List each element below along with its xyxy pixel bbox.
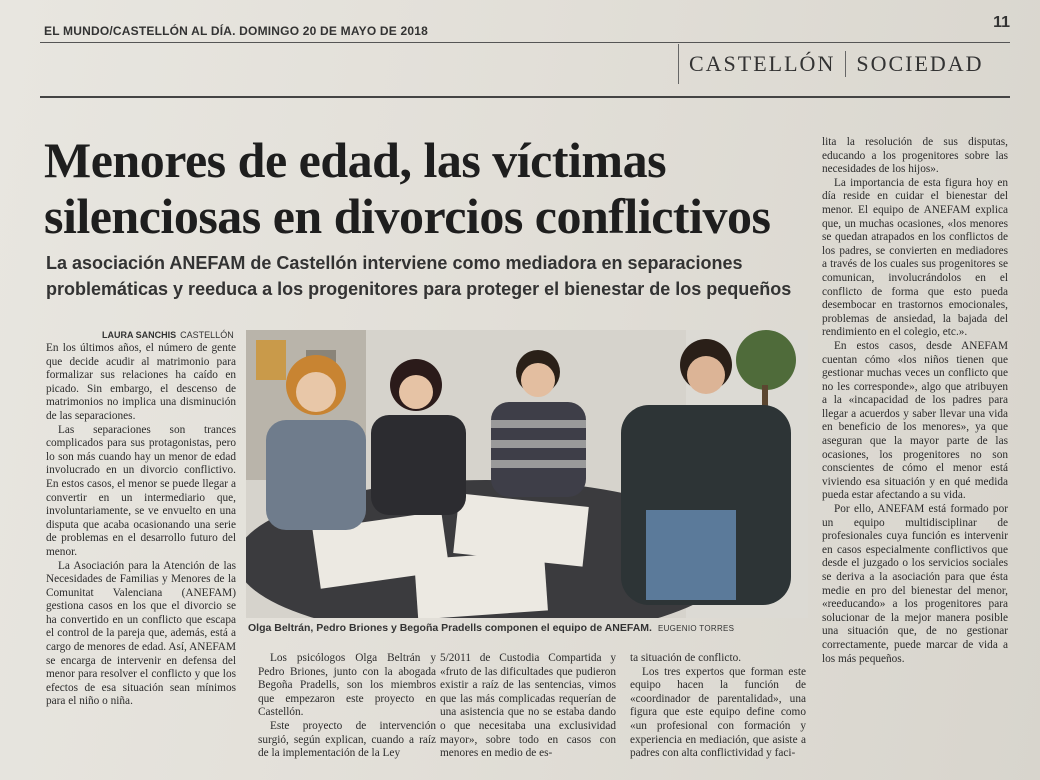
paragraph: En estos casos, desde ANEFAM cuentan cómo «los niños tienen que gestionar muchas veces un conflicto que no les corresponde», algo que atribuyen a la «incapacidad de los padres para llegar a acuerdos y saber llevar una vida en beneficio de los menores», ya que aseguran que la mayor parte de las ocasiones, los progenitores no son conscientes de cómo el menor está viviendo esa situación y en qué medida pueda estar afectando a su vida. bbox=[822, 339, 1008, 502]
article-column-5 bbox=[822, 136, 1008, 776]
paragraph: La importancia de esta figura hoy en día reside en cuidar el bienestar del menor. El equipo de ANEFAM explica que, un muchas ocasiones, «los menores se quedan atrapados en los conflictos de los padres, se convierten en mediadores a través de los cuales sus progenitores se comunican, involucrándolos en el conflicto de forma que esto pueda desembocar en trastornos emocionales, problemas de ansiedad, la bajada del rendimiento en el colegio, etc.». bbox=[822, 176, 1008, 339]
paragraph: Por ello, ANEFAM está formado por un equipo multidisciplinar de profesionales cuya función es intervenir en casos especialmente conflictivos que desde el juzgado o los servicios sociales se deriva a la asociación para que ésta medie en pro del bienestar del menor, «reeducando» a los progenitores para solucionar de la mejor manera posible una situación que, de no gestionar correctamente, puede marcar de vida a los más pequeños. bbox=[822, 503, 1008, 665]
paragraph: Los psicólogos Olga Beltrán y Pedro Briones, junto con la abogada Begoña Pradells, son los miembros que empezaron este proyecto en Castellón. bbox=[258, 652, 436, 719]
masthead: EL MUNDO/CASTELLÓN AL DÍA. DOMINGO 20 DE MAYO DE 2018 bbox=[44, 24, 428, 38]
photo-credit: EUGENIO TORRES bbox=[657, 624, 735, 633]
paragraph: ta situación de conflicto. bbox=[630, 652, 742, 664]
photo-caption bbox=[248, 622, 808, 634]
article-column-1 bbox=[46, 342, 236, 772]
page-number: 11 bbox=[993, 14, 1010, 31]
caption-text: Olga Beltrán, Pedro Briones y Begoña Pradells componen el equipo de ANEFAM. bbox=[248, 622, 652, 634]
byline-author: LAURA SANCHIS bbox=[102, 330, 177, 340]
paragraph: La Asociación para la Atención de las Necesidades de Familias y Menores de la Comunitat Valenciana (ANEFAM) gestiona casos en los que el divorcio se ha convertido en un conflicto que escapa el control de la pareja que, además, está a cargo de menores de edad. Así, ANEFAM se encarga de intervenir en defensa del menor para resolver el conflicto y que los efectos de esa situación sean mínimos para el niño o niña. bbox=[46, 559, 236, 708]
section-tag-castellon: CASTELLÓN bbox=[689, 51, 836, 76]
paragraph: Los tres expertos que forman este equipo hacen la función de «coordinador de parentalidad», una figura que este equipo define como «un profesional con formación y experiencia en mediación, que asiste a padres con alta conflictividad y faci- bbox=[630, 665, 806, 760]
headline: Menores de edad, las víctimas silenciosas en divorcios conflictivos bbox=[44, 132, 771, 244]
article-column-3 bbox=[440, 652, 616, 761]
subheadline: La asociación ANEFAM de Castellón interviene como mediadora en separaciones problemáticas y reeduca a los progenitores para proteger el bienestar de los pequeños bbox=[46, 253, 792, 299]
paragraph: En los últimos años, el número de gente que decide acudir al matrimonio para formalizar sus relaciones ha caído en picado. Sin embargo, el descenso de matrimonios no implica una disminución de las separaciones. bbox=[46, 342, 236, 422]
paragraph: Este proyecto de intervención surgió, según explican, cuando a raíz de la implementación de la Ley bbox=[258, 719, 436, 760]
paragraph: 5/2011 de Custodia Compartida y «fruto de las dificultades que pudieron existir a raíz de las sentencias, vimos que las más complicadas requerían de una asistencia que no se estaba dando o que necesitaba una exclusividad mayor», sobre todo en casos con menores en medio de es- bbox=[440, 652, 616, 760]
section-tag-sociedad: SOCIEDAD bbox=[845, 51, 993, 77]
top-rule bbox=[40, 42, 1010, 43]
byline bbox=[102, 330, 234, 340]
paragraph: lita la resolución de sus disputas, educando a los progenitores sobre las necesidades de los hijos». bbox=[822, 136, 1008, 176]
byline-location: CASTELLÓN bbox=[180, 330, 234, 340]
paragraph: Las separaciones son trances complicados para sus protagonistas, pero lo son más cuando hay un menor de edad involucrado en un divorcio conflictivo. En estos casos, el menor se puede llegar a convertir en un intermediario que, involuntariamente, se ve envuelto en una disputa que acaba ocasionando una serie de problemas en el desarrollo futuro del menor. bbox=[46, 423, 236, 558]
article-column-4 bbox=[630, 652, 806, 761]
section-tags bbox=[678, 44, 994, 84]
article-column-2 bbox=[258, 652, 436, 761]
section-rule bbox=[40, 96, 1010, 98]
article-photo bbox=[246, 330, 808, 618]
photo-illustration bbox=[246, 330, 808, 618]
